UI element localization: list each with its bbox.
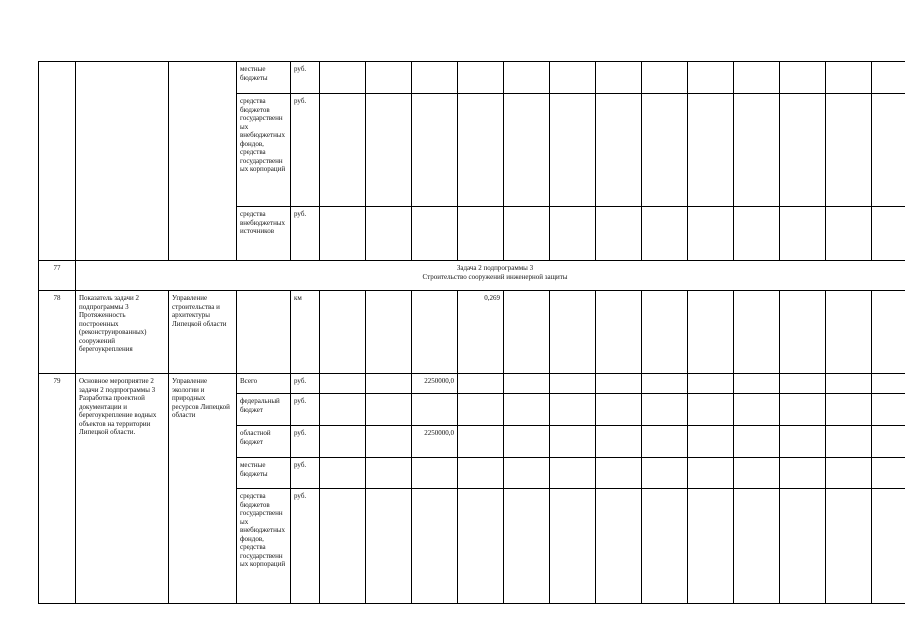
budget-table <box>38 61 905 604</box>
funding-source-cell: местные бюджеты <box>237 62 291 94</box>
year-value-cell <box>688 291 734 374</box>
year-value-cell <box>596 489 642 604</box>
row-number-cell: 77 <box>39 261 76 291</box>
table-row <box>39 261 905 291</box>
year-value-cell <box>780 291 826 374</box>
year-value-cell <box>320 394 366 426</box>
year-value-cell <box>412 458 458 489</box>
funding-source-cell: средства внебюджетных источников <box>237 207 291 261</box>
year-value-cell <box>504 426 550 458</box>
year-value-cell <box>734 374 780 394</box>
year-value-cell <box>596 426 642 458</box>
year-value-cell <box>734 62 780 94</box>
funding-source-cell: областной бюджет <box>237 426 291 458</box>
year-value-cell <box>642 458 688 489</box>
year-value-cell <box>688 394 734 426</box>
year-value-cell <box>872 207 905 261</box>
year-value-cell <box>826 489 872 604</box>
year-value-cell <box>826 291 872 374</box>
year-value-cell <box>734 489 780 604</box>
year-value-cell <box>826 426 872 458</box>
year-value-cell <box>366 458 412 489</box>
funding-source-cell: местные бюджеты <box>237 458 291 489</box>
year-value-cell <box>458 394 504 426</box>
unit-cell: руб. <box>291 94 320 207</box>
year-value-cell <box>550 489 596 604</box>
year-value-cell <box>550 207 596 261</box>
table-row <box>39 62 905 94</box>
year-value-cell <box>596 374 642 394</box>
year-value-cell <box>550 94 596 207</box>
year-value-cell <box>596 62 642 94</box>
year-value-cell <box>412 62 458 94</box>
year-value-cell <box>596 207 642 261</box>
unit-cell: руб. <box>291 207 320 261</box>
year-value-cell <box>826 374 872 394</box>
year-value-cell <box>504 458 550 489</box>
year-value-cell <box>688 426 734 458</box>
year-value-cell <box>688 94 734 207</box>
year-value-cell <box>366 62 412 94</box>
year-value-cell <box>504 62 550 94</box>
row-number-cell: 79 <box>39 374 76 604</box>
unit-cell: руб. <box>291 394 320 426</box>
year-value-cell <box>688 458 734 489</box>
year-value-cell <box>872 394 905 426</box>
year-value-cell <box>872 374 905 394</box>
year-value-cell <box>458 207 504 261</box>
year-value-cell <box>780 426 826 458</box>
year-value-cell <box>642 426 688 458</box>
row-number-cell: 78 <box>39 291 76 374</box>
year-value-cell <box>734 458 780 489</box>
year-value-cell <box>872 62 905 94</box>
year-value-cell <box>366 489 412 604</box>
year-value-cell <box>734 394 780 426</box>
funding-source-cell: Всего <box>237 374 291 394</box>
year-value-cell <box>688 207 734 261</box>
year-value-cell <box>642 94 688 207</box>
year-value-cell <box>688 62 734 94</box>
year-value-cell <box>780 207 826 261</box>
year-value-cell <box>734 291 780 374</box>
unit-cell: км <box>291 291 320 374</box>
year-value-cell <box>458 94 504 207</box>
section-title-line2: Строительство сооружений инженерной защиты <box>422 272 568 281</box>
year-value-cell <box>780 458 826 489</box>
year-value-cell <box>826 458 872 489</box>
year-value-cell <box>458 458 504 489</box>
name-cell: Показатель задачи 2 подпрограммы 3 Протяженность построенных (реконструированных) сооружений берегоукрепления <box>76 291 169 374</box>
year-value-cell <box>734 207 780 261</box>
name-cell: Основное мероприятие 2 задачи 2 подпрограммы 3 Разработка проектной документации и берегоукрепление водных объектов на территории Липецкой области. <box>76 374 169 604</box>
year-value-cell <box>780 374 826 394</box>
year-value-cell <box>458 489 504 604</box>
year-value-cell <box>504 94 550 207</box>
year-value-cell: 0,269 <box>458 291 504 374</box>
year-value-cell <box>596 394 642 426</box>
year-value-cell <box>412 291 458 374</box>
unit-cell: руб. <box>291 426 320 458</box>
year-value-cell <box>642 207 688 261</box>
year-value-cell <box>780 94 826 207</box>
year-value-cell: 2250000,0 <box>412 426 458 458</box>
year-value-cell <box>596 458 642 489</box>
unit-cell: руб. <box>291 458 320 489</box>
year-value-cell <box>642 374 688 394</box>
year-value-cell <box>504 374 550 394</box>
year-value-cell <box>458 374 504 394</box>
year-value-cell <box>458 62 504 94</box>
year-value-cell <box>366 394 412 426</box>
unit-cell: руб. <box>291 489 320 604</box>
year-value-cell <box>366 291 412 374</box>
year-value-cell <box>320 62 366 94</box>
funding-source-cell: средства бюджетов государственных внебюджетных фондов, средства государственных корпораций <box>237 489 291 604</box>
executor-cell <box>169 62 237 261</box>
year-value-cell <box>412 94 458 207</box>
year-value-cell <box>826 394 872 426</box>
year-value-cell <box>320 489 366 604</box>
year-value-cell <box>780 62 826 94</box>
year-value-cell <box>504 489 550 604</box>
year-value-cell <box>826 62 872 94</box>
year-value-cell <box>504 207 550 261</box>
year-value-cell <box>872 489 905 604</box>
executor-cell: Управление строительства и архитектуры Липецкой области <box>169 291 237 374</box>
year-value-cell <box>550 291 596 374</box>
year-value-cell <box>550 62 596 94</box>
section-title-line1: Задача 2 подпрограммы 3 <box>456 264 534 272</box>
year-value-cell <box>550 426 596 458</box>
year-value-cell <box>320 374 366 394</box>
year-value-cell <box>872 458 905 489</box>
year-value-cell <box>366 374 412 394</box>
year-value-cell <box>688 489 734 604</box>
year-value-cell <box>320 94 366 207</box>
year-value-cell <box>596 94 642 207</box>
year-value-cell <box>642 489 688 604</box>
funding-source-cell: средства бюджетов государственных внебюджетных фондов, средства государственных корпораций <box>237 94 291 207</box>
year-value-cell <box>596 291 642 374</box>
year-value-cell <box>366 207 412 261</box>
year-value-cell <box>872 94 905 207</box>
year-value-cell <box>366 94 412 207</box>
year-value-cell <box>412 489 458 604</box>
funding-source-cell: федеральный бюджет <box>237 394 291 426</box>
year-value-cell <box>642 394 688 426</box>
year-value-cell <box>550 458 596 489</box>
year-value-cell <box>780 489 826 604</box>
table-row <box>39 291 905 374</box>
year-value-cell <box>412 207 458 261</box>
year-value-cell <box>504 394 550 426</box>
year-value-cell <box>826 94 872 207</box>
year-value-cell <box>642 291 688 374</box>
year-value-cell <box>780 394 826 426</box>
unit-cell: руб. <box>291 62 320 94</box>
year-value-cell <box>320 426 366 458</box>
year-value-cell <box>826 207 872 261</box>
year-value-cell <box>320 458 366 489</box>
year-value-cell <box>642 62 688 94</box>
year-value-cell <box>550 394 596 426</box>
year-value-cell <box>872 426 905 458</box>
name-cell <box>76 62 169 261</box>
year-value-cell <box>734 426 780 458</box>
year-value-cell <box>734 94 780 207</box>
year-value-cell <box>872 291 905 374</box>
row-number-cell <box>39 62 76 261</box>
year-value-cell <box>412 394 458 426</box>
unit-cell: руб. <box>291 374 320 394</box>
year-value-cell <box>366 426 412 458</box>
year-value-cell: 2250000,0 <box>412 374 458 394</box>
executor-cell: Управление экологии и природных ресурсов Липецкой области <box>169 374 237 604</box>
year-value-cell <box>504 291 550 374</box>
section-header-cell <box>76 261 905 291</box>
table-row <box>39 374 905 394</box>
year-value-cell <box>458 426 504 458</box>
year-value-cell <box>688 374 734 394</box>
funding-source-cell <box>237 291 291 374</box>
year-value-cell <box>550 374 596 394</box>
year-value-cell <box>320 291 366 374</box>
year-value-cell <box>320 207 366 261</box>
